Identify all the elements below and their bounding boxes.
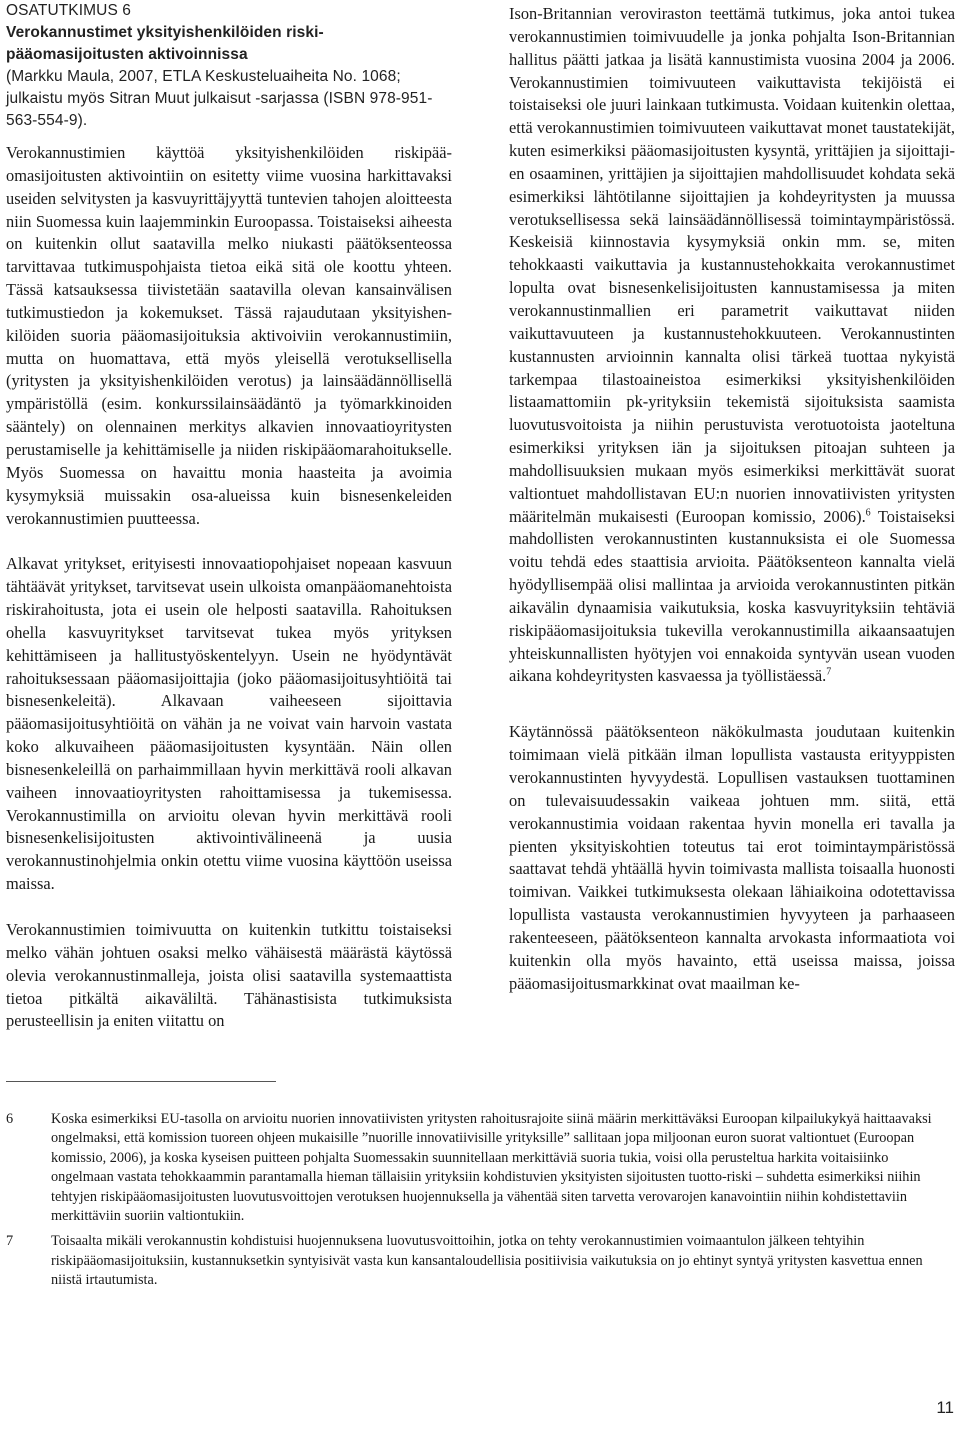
study-title: Verokannustimet yksityishenkilöiden riskipääomasijoitusten aktivoinnissa: [6, 24, 324, 63]
footnote-6: [6, 1110, 950, 1226]
study-meta: (Markku Maula, 2007, ETLA Keskusteluaiheita No. 1068; julkaistu myös Sitran Muut julkaisut -sarjassa (ISBN 978-951-563-554-9).: [6, 68, 433, 129]
footnote-number: 7: [6, 1233, 14, 1250]
left-paragraph-3: Verokannustimien toimivuutta on kuitenkin tutkittu toistaiseksi melko vähän johtuen osaksi melko vähäisestä määrästä käytössä olevia verokannustinmalleja, joista olisi saatavilla systemaattista tietoa pitkältä aikaväliltä. Tähänastisista tutkimuksista perusteellisin ja eniten viitattu on: [6, 920, 452, 1031]
study-label: OSATUTKIMUS 6: [6, 2, 132, 19]
right-paragraph-1-part-2: Toistaiseksi mahdollisten verokannustinten kustannuksista ei ole Suomessa voitu tehdä edes staattisia arvioita. Päätöksenteon kannalta vielä hyödyllisempää olisi mallintaa ja arvioida verokannustinten pitkän aikavälin dynaamisia vaikutuksia, koska kasvuyrityksiin tehtäviä riskipääomasijoituksia tukevilla verokannustimilla aikaansaatujen yhteiskunnallisten hyötyjen voi ennakoida syntyvän usean vuoden aikana kohdeyritysten kasvaessa ja työllistäessä.: [509, 506, 955, 686]
right-column: [509, 3, 955, 995]
right-paragraph-2: Käytännössä päätöksenteon näkökulmasta joudutaan kuitenkin toimimaan vielä pitkään ilman lopullista vastausta erityyppisten verokannustinten hyvyydestä. Lopullisen vastauksen tuottaminen on tulevaisuudessakin vaikeaa johtuen mm. siitä, että verokannustimia voidaan rakentaa hyvin monella eri tavalla ja pienten yksityiskohtien toteutus tai erot toimintaympäristössä saattavat tehdä yhtäällä hyvin toimivasta mallista toisaalla huonosti toimivan. Vaikkei tutkimuksesta olekaan lähiaikoina odotettavissa lopullista vastausta verokannustimien hyvyyteen ja parhaaseen rakenteeseen, päätöksenteon kannalta arvokasta informaatiota voi kuitenkin olla myös havainto, että useissa maissa, joissa pääomasijoitusmarkkinat ovat maailman ke-: [509, 722, 955, 993]
footnote-number: 6: [6, 1111, 14, 1127]
right-paragraph-1-part-1: Ison-Britannian veroviraston teettämä tutkimus, joka antoi tukea verokannustimien toimivuudelle ja jonka pohjalta Ison-Britannian hallitus päätti jatkaa ja lisätä kannustimista vuosina 2004 ja 2006. Verokannustimien toimivuuteen vaikuttavista tekijöistä ei toistaiseksi ole juuri lainkaan tutkimusta. Voidaan kuitenkin olettaa, että verokannustimien toimivuuteen vaikuttavat monet taustatekijät, kuten esimerkiksi pääomasijoitusten kysyntä, yrittäjien ja sijoittajien osaaminen, yrittäjien ja sijoittajien mahdollisuudet kohdata sekä esimerkiksi lähtötilanne sijoittajien ja kohdeyritysten ja muussa verotuksellisessa sekä lainsäädännöllisessä toimintaympäristössä. Keskeisiä kiinnostavia kysymyksiä onkin mm. se, miten tehokkaasti vaikuttavia ja kustannustehokkaita verokannustimet lopulta ovat bisnesenkelisijoitusten kannustamisessa ja miten verokannustinmallien eri parametrit vaikuttavat niiden vaikuttavuuteen ja kustannustehokkuuteen. Verokannustinten kustannusten arvioinnin kannalta olisi tärkeä tuottaa nykyistä tarkempaa tilastoaineistoa esimerkiksi yksityishenkilöiden listaamattomiin pk-yrityksiin tekemistä sijoituksista saamista luovutusvoitoista ja niihin perustuvista verotuotoista jaoteltuna esimerkiksi yrityksen iän ja sijoituksen pitoajan suhteen ja mahdollisuuksien mukaan myös esimerkiksi merkittävät suorat valtiontuet mahdollistavan EU:n nuorien innovatiivisten yritysten määritelmän mukaisesti (Euroopan komissio, 2006).: [509, 4, 955, 526]
left-paragraph-2: Alkavat yritykset, erityisesti innovaatiopohjaiset nopeaan kasvuun tähtäävät yritykset, tarvitsevat usein ulkoista omanpääomanehtoista riskirahoitusta, jota ei usein ole helposti saatavilla. Rahoituksen ohella kasvuyritykset tarvitsevat tukea myös yrityksen kehittämiseen ja hallitustyöskentelyyn. Usein ne hyödyntävät rahoituksessaan pääomasijoittajia (joko pääomasijoitusyhtiöitä tai bisnesenkeleitä). Alkavaan vaiheeseen sijoittavia pääomasijoitusyhtiöitä on vähän ja ne voivat vain harvoin vastata koko alkuvaiheen pääomasijoitusten kysyntään. Näin ollen bisnesenkeleillä on parhaimmillaan hyvin merkittävä rooli alkavan vaiheen innovaatioyritysten rahoittamisessa ja tukemisessa. Verokannustimilla on arvioitu olevan hyvin merkittävä rooli bisnesenkelisijoitusten aktivointivälineenä ja uusia verokannustinohjelmia onkin otettu viime vuosina käyttöön useissa maissa.: [6, 554, 452, 894]
footnotes: [6, 1110, 950, 1291]
page-number: 11: [936, 1398, 954, 1417]
left-paragraph-1: Verokannustimien käyttöä yksityishenkilöiden riskipääomasijoitusten aktivointiin on esitetty viime vuosina harkittavaksi useiden selvitysten ja kasvuyrittäjyyttä tuntevien tahojen aloitteesta niin Suomessa kuin laajemminkin Euroopassa. Toistaiseksi aiheesta on kuitenkin ollut saatavilla melko niukasti päätöksenteossa tarvittavaa tutkimuspohjaista tietoa eikä sitä ole koottu yhteen. Tässä katsauksessa tiivistetään saatavilla olevan kansainvälisen tutkimustiedon ja kokemukset. Tässä rajaudutaan yksityishenkilöiden suoria pääomasijoituksia aktivoiviin verokannustimiin, mutta on huomattava, että myös yleisellä verotuksellisella (yritysten ja yksityishenkilöiden verotus) ja lainsäädännöllisellä ympäristöllä (esim. konkurssilainsäädäntö ja työmarkkinoiden sääntely) on olennainen merkitys alkavien innovaatioyritysten perustamiselle ja kehittämiselle ja niiden riskipääomarahoitukselle. Myös Suomessa on havaittu monia haasteita ja avoimia kysymyksiä muissakin osa-alueissa kuin bisnesenkeleiden verokannustimien puutteessa.: [6, 143, 452, 528]
left-column: [6, 0, 452, 1033]
footnote-ref-7[interactable]: 7: [826, 667, 832, 678]
footnote-text: Toisaalta mikäli verokannustin kohdistuisi huojennuksena luovutusvoittoihin, jotka on tehty verokannustimien voimaantulon jälkeen tehtyihin riskipääomasijoituksiin, kustannuksetkin syntyisivät vasta kun kansantaloudellisia positiivisia vaikutuksia on jo ehtinyt syntyä yritysten kasvettua ennen niistä irtautumista.: [51, 1233, 923, 1289]
footnote-ref-6[interactable]: 6: [865, 507, 871, 519]
footnote-text: Koska esimerkiksi EU-tasolla on arvioitu nuorien innovatiivisten yritysten rahoitusrajoite siinä määrin merkittäväksi Euroopan kilpailukykyä haittaavaksi ongelmaksi, että komission tuoreen ohjeen mukaisille ”nuorille innovatiivisille yrityksille” sallitaan jopa miljoonan euron suorat valtiontuet (Euroopan komissio, 2006), ja koska kyseisen puitteen pohjalta Suomessakin suunnitellaan merkittäviä suoria tukia, voisi olla perusteltua harkita voitaisiinko ongelmaan vastata tehokkaammin parantamalla hieman tällaisiin yrityksiin kohdistuvien yksityisten sijoitusten tuotto-riski – suhdetta esimerkiksi niihin tehtyjen riskipääomasijoitusten luovutusvoittojen verotuksen huojennuksella ja vähentää siten tarvetta verovarojen kanavointiin niihin kohdistettaviin merkittäviin suoriin valtiontukiin.: [51, 1111, 932, 1225]
footnote-divider: [6, 1081, 276, 1082]
right-paragraph-1: [509, 3, 955, 688]
study-box-header: [6, 0, 452, 132]
footnote-7: [6, 1232, 950, 1290]
